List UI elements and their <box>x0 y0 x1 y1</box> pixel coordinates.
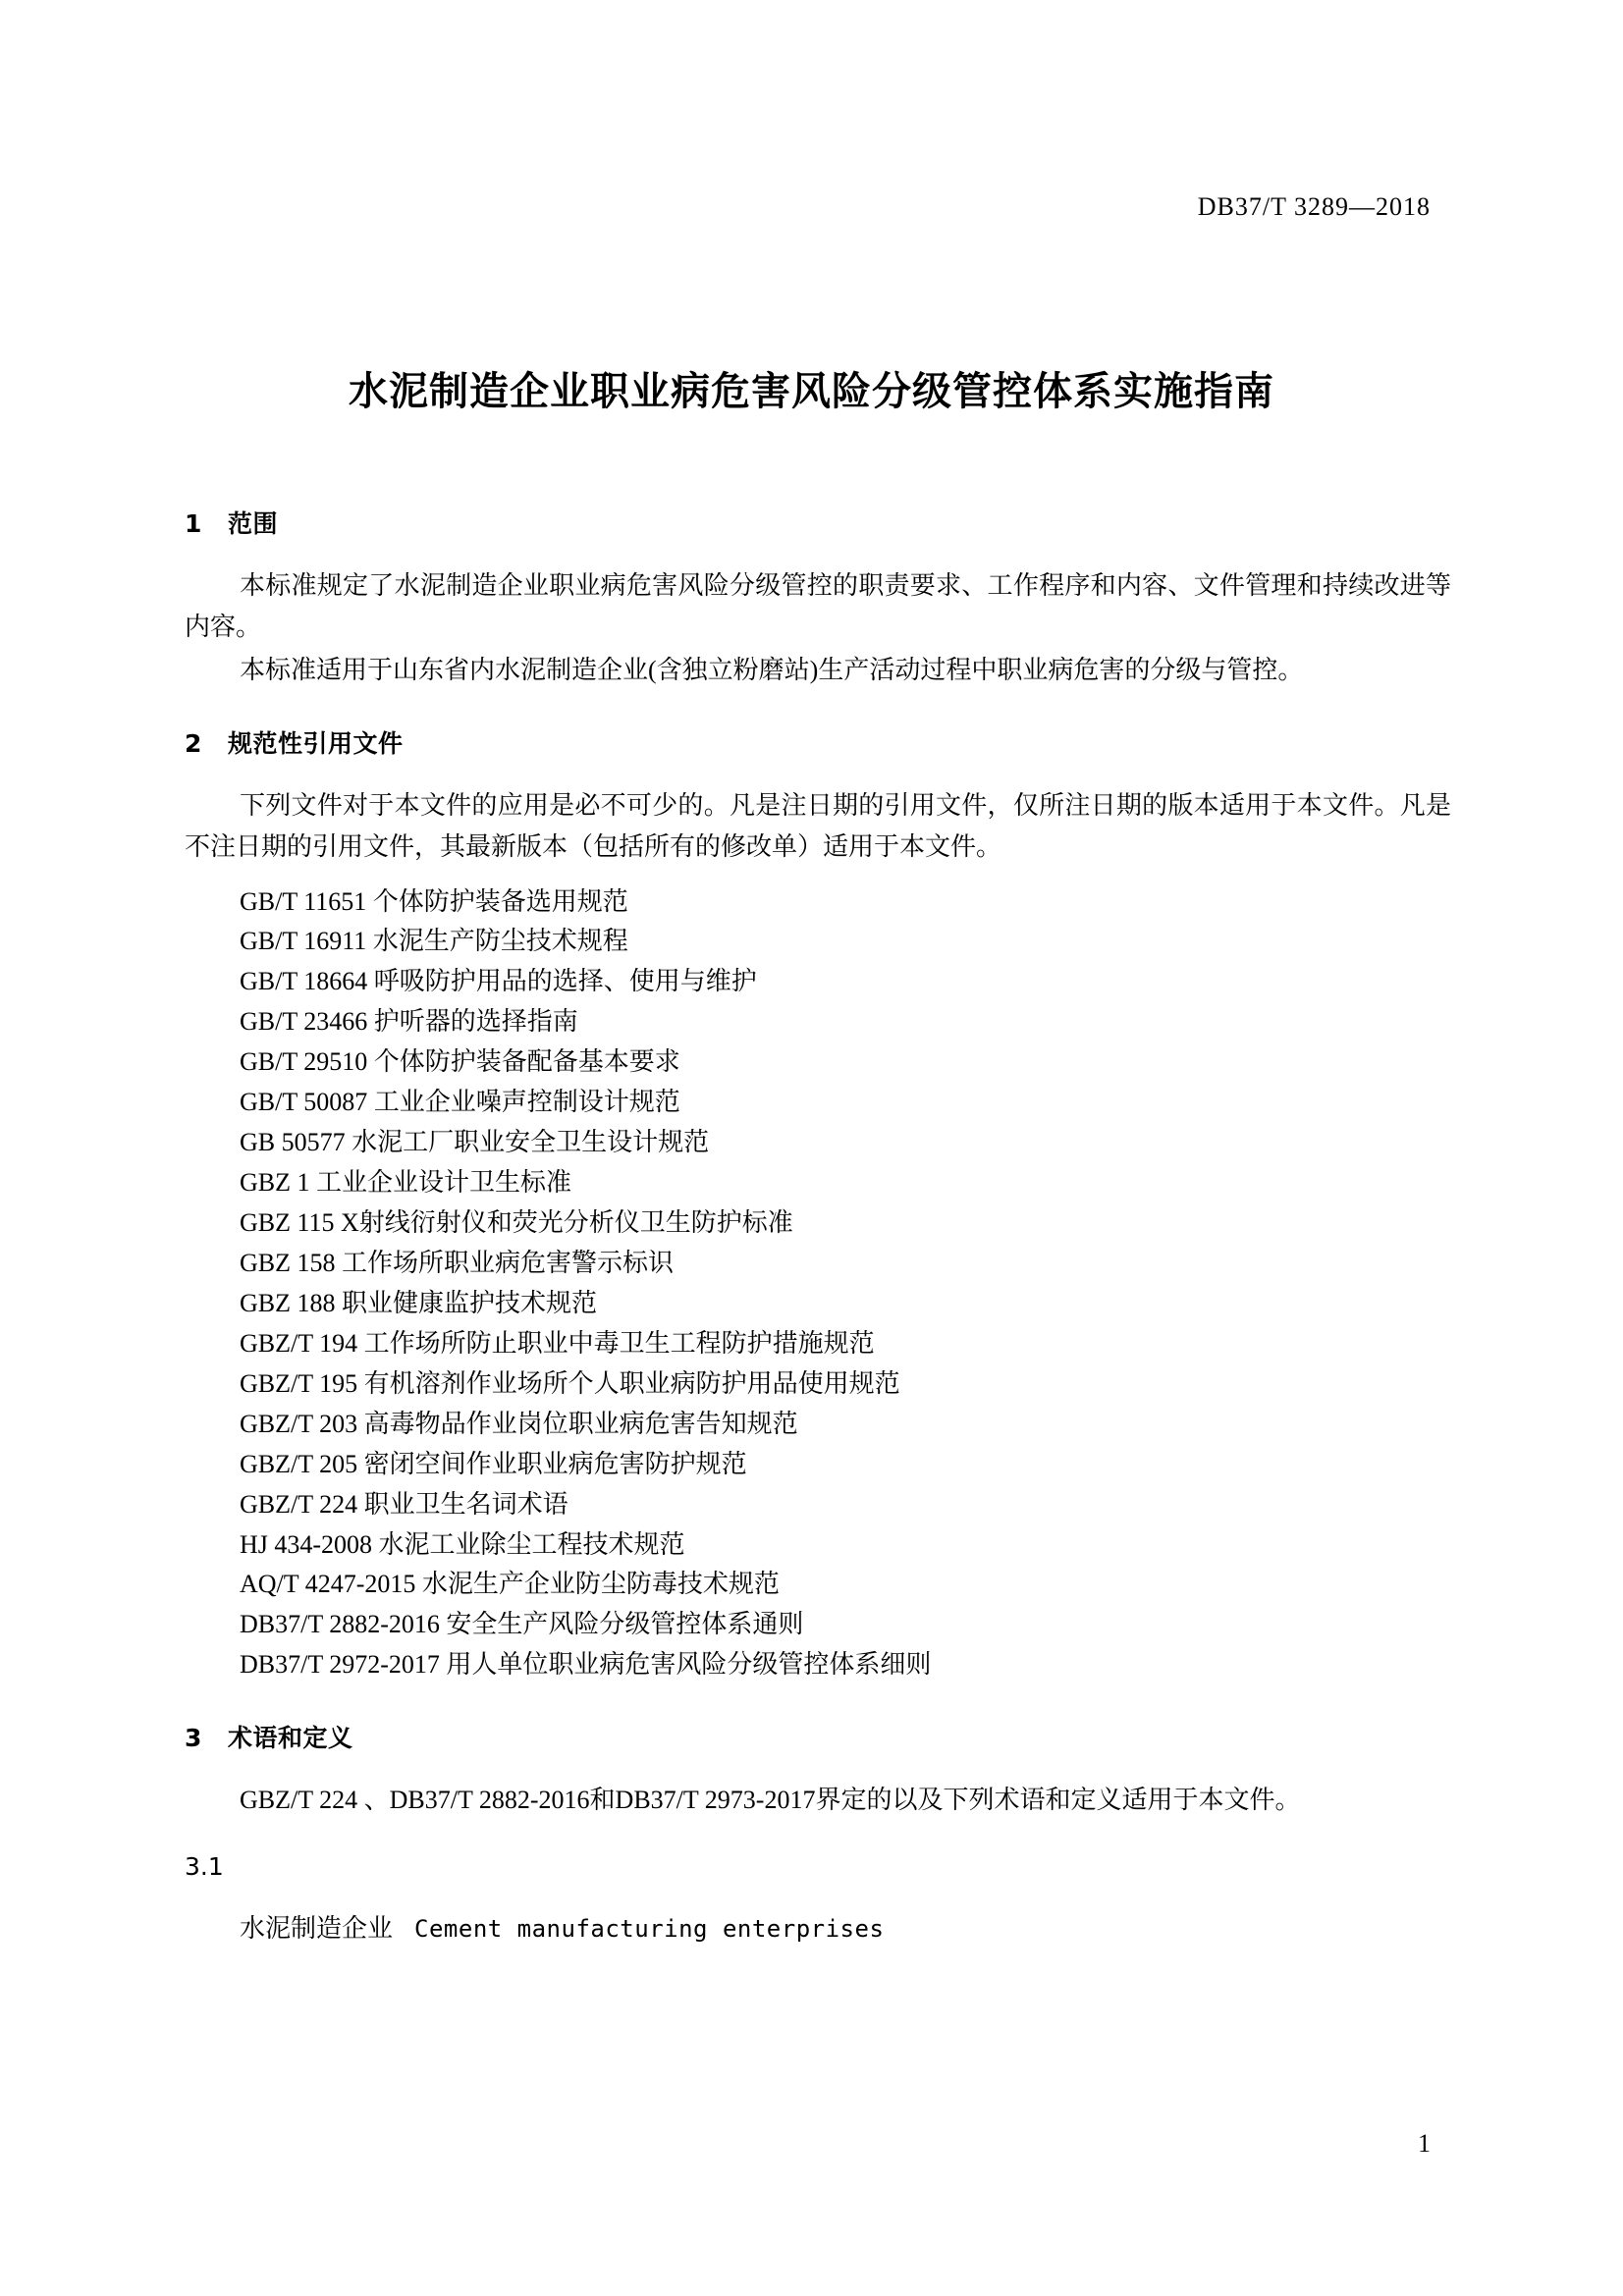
clause-title-1: 范围 <box>228 509 279 538</box>
clause-heading-2 <box>185 724 1451 760</box>
list-item: HJ 434-2008 水泥工业除尘工程技术规范 <box>240 1529 685 1559</box>
page-title: 水泥制造企业职业病危害风险分级管控体系实施指南 <box>349 368 1274 414</box>
list-item: GBZ/T 194 工作场所防止职业中毒卫生工程防护措施规范 <box>240 1328 875 1358</box>
term-definition-3-1 <box>185 1908 1451 1945</box>
list-item: AQ/T 4247-2015 水泥生产企业防尘防毒技术规范 <box>240 1570 780 1599</box>
list-item: DB37/T 2972-2017 用人单位职业病危害风险分级管控体系细则 <box>240 1650 932 1680</box>
list-item: GB/T 50087 工业企业噪声控制设计规范 <box>240 1088 680 1117</box>
clause-1-paragraph-2: 本标准适用于山东省内水泥制造企业(含独立粉磨站)生产活动过程中职业病危害的分级与管控。 <box>240 656 1304 685</box>
clause-3-paragraph-1: GBZ/T 224 、DB37/T 2882-2016和DB37/T 2973-2017界定的以及下列术语和定义适用于本文件。 <box>240 1786 1301 1815</box>
list-item: GB/T 18664 呼吸防护用品的选择、使用与维护 <box>240 967 757 996</box>
term-chinese: 水泥制造企业 <box>240 1914 394 1945</box>
document-body <box>185 471 1451 1945</box>
term-english: Cement manufacturing enterprises <box>414 1915 885 1944</box>
list-item: GBZ/T 205 密闭空间作业职业病危害防护规范 <box>240 1449 747 1478</box>
list-item: GB 50577 水泥工厂职业安全卫生设计规范 <box>240 1128 710 1157</box>
list-item: GBZ/T 195 有机溶剂作业场所个人职业病防护用品使用规范 <box>240 1368 900 1398</box>
normative-references-list <box>185 882 1451 1686</box>
clause-title-2: 规范性引用文件 <box>228 729 404 759</box>
list-item: GBZ 1 工业企业设计卫生标准 <box>240 1168 572 1198</box>
clause-heading-1 <box>185 505 1451 540</box>
clause-title-3: 术语和定义 <box>228 1724 353 1753</box>
list-item: GBZ 158 工作场所职业病危害警示标识 <box>240 1248 675 1277</box>
clause-1-paragraph-1: 本标准规定了水泥制造企业职业病危害风险分级管控的职责要求、工作程序和内容、文件管理和持续改进等内容。 <box>185 571 1451 642</box>
list-item: GBZ 115 X射线衍射仪和荧光分析仪卫生防护标准 <box>240 1208 793 1238</box>
list-item: GB/T 23466 护听器的选择指南 <box>240 1007 578 1037</box>
list-item: GB/T 11651 个体防护装备选用规范 <box>240 886 628 916</box>
list-item: GB/T 29510 个体防护装备配备基本要求 <box>240 1047 680 1077</box>
list-item: GBZ/T 224 职业卫生名词术语 <box>240 1489 568 1519</box>
clause-heading-3 <box>185 1719 1451 1754</box>
clause-number-1: 1 <box>185 509 202 538</box>
list-item: GB/T 16911 水泥生产防尘技术规程 <box>240 927 628 956</box>
clause-number-3: 3 <box>185 1724 202 1753</box>
clause-2-paragraph-1: 下列文件对于本文件的应用是必不可少的。凡是注日期的引用文件，仅所注日期的版本适用于本文件。凡是不注日期的引用文件，其最新版本（包括所有的修改单）适用于本文件。 <box>185 791 1451 862</box>
clause-number-2: 2 <box>185 729 202 759</box>
subclause-number-3-1: 3.1 <box>185 1852 224 1882</box>
page-number: 1 <box>1418 2129 1431 2158</box>
list-item: GBZ 188 职业健康监护技术规范 <box>240 1288 598 1317</box>
list-item: DB37/T 2882-2016 安全生产风险分级管控体系通则 <box>240 1610 804 1639</box>
list-item: GBZ/T 203 高毒物品作业岗位职业病危害告知规范 <box>240 1409 798 1438</box>
page-header-standard-code: DB37/T 3289—2018 <box>1197 192 1431 221</box>
